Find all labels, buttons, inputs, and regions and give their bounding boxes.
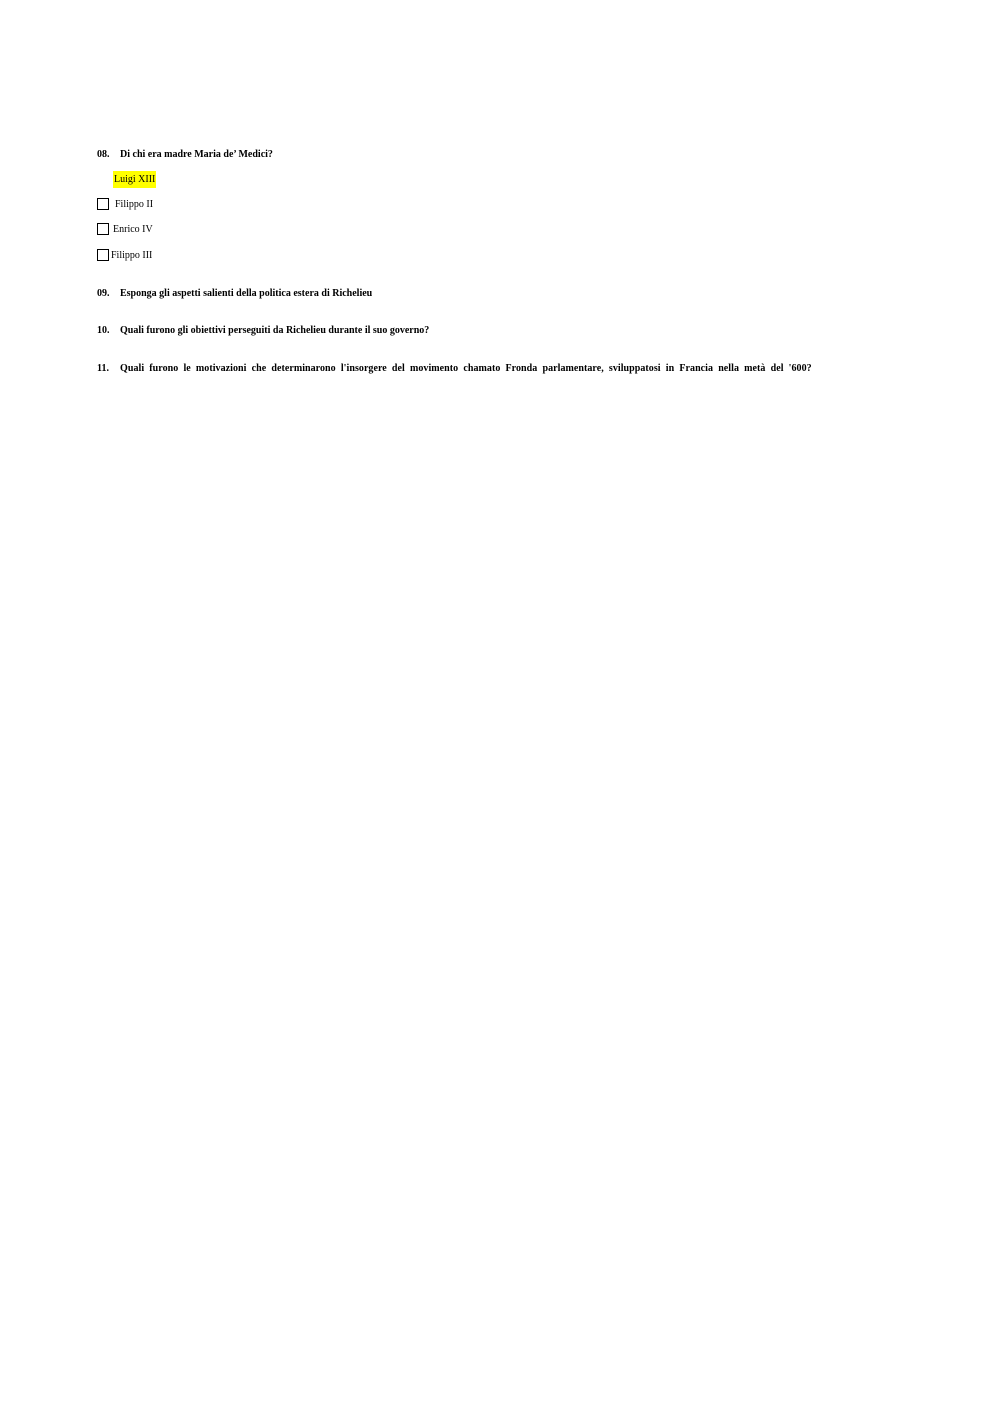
question-text: Quali furono gli obiettivi perseguiti da Richelieu durante il suo governo?	[120, 325, 430, 336]
question-number: 10.	[97, 325, 110, 336]
question-text: Quali furono le motivazioni che determinarono l'insorgere del movimento chamato Fronda parlamentare, sviluppatosi in Francia nella metà del '600?	[120, 363, 812, 374]
checkbox-enrico-iv[interactable]	[97, 223, 109, 235]
question-08	[97, 149, 273, 161]
question-text: Di chi era madre Maria de’ Medici?	[120, 149, 273, 160]
question-number: 11.	[97, 363, 110, 374]
question-09	[97, 288, 372, 300]
option-luigi-xiii[interactable]	[113, 174, 156, 186]
option-label-filippo-iii: Filippo III	[111, 250, 153, 261]
option-label-enrico-iv: Enrico IV	[113, 224, 153, 235]
question-text: Esponga gli aspetti salienti della politica estera di Richelieu	[120, 288, 373, 299]
question-10	[97, 325, 429, 337]
option-label-filippo-ii: Filippo II	[115, 199, 154, 210]
question-number: 09.	[97, 288, 110, 299]
checkbox-filippo-iii[interactable]	[97, 249, 109, 261]
highlighted-answer: Luigi XIII	[113, 171, 156, 188]
question-11	[97, 363, 812, 375]
question-number: 08.	[97, 149, 110, 160]
checkbox-filippo-ii[interactable]	[97, 198, 109, 210]
